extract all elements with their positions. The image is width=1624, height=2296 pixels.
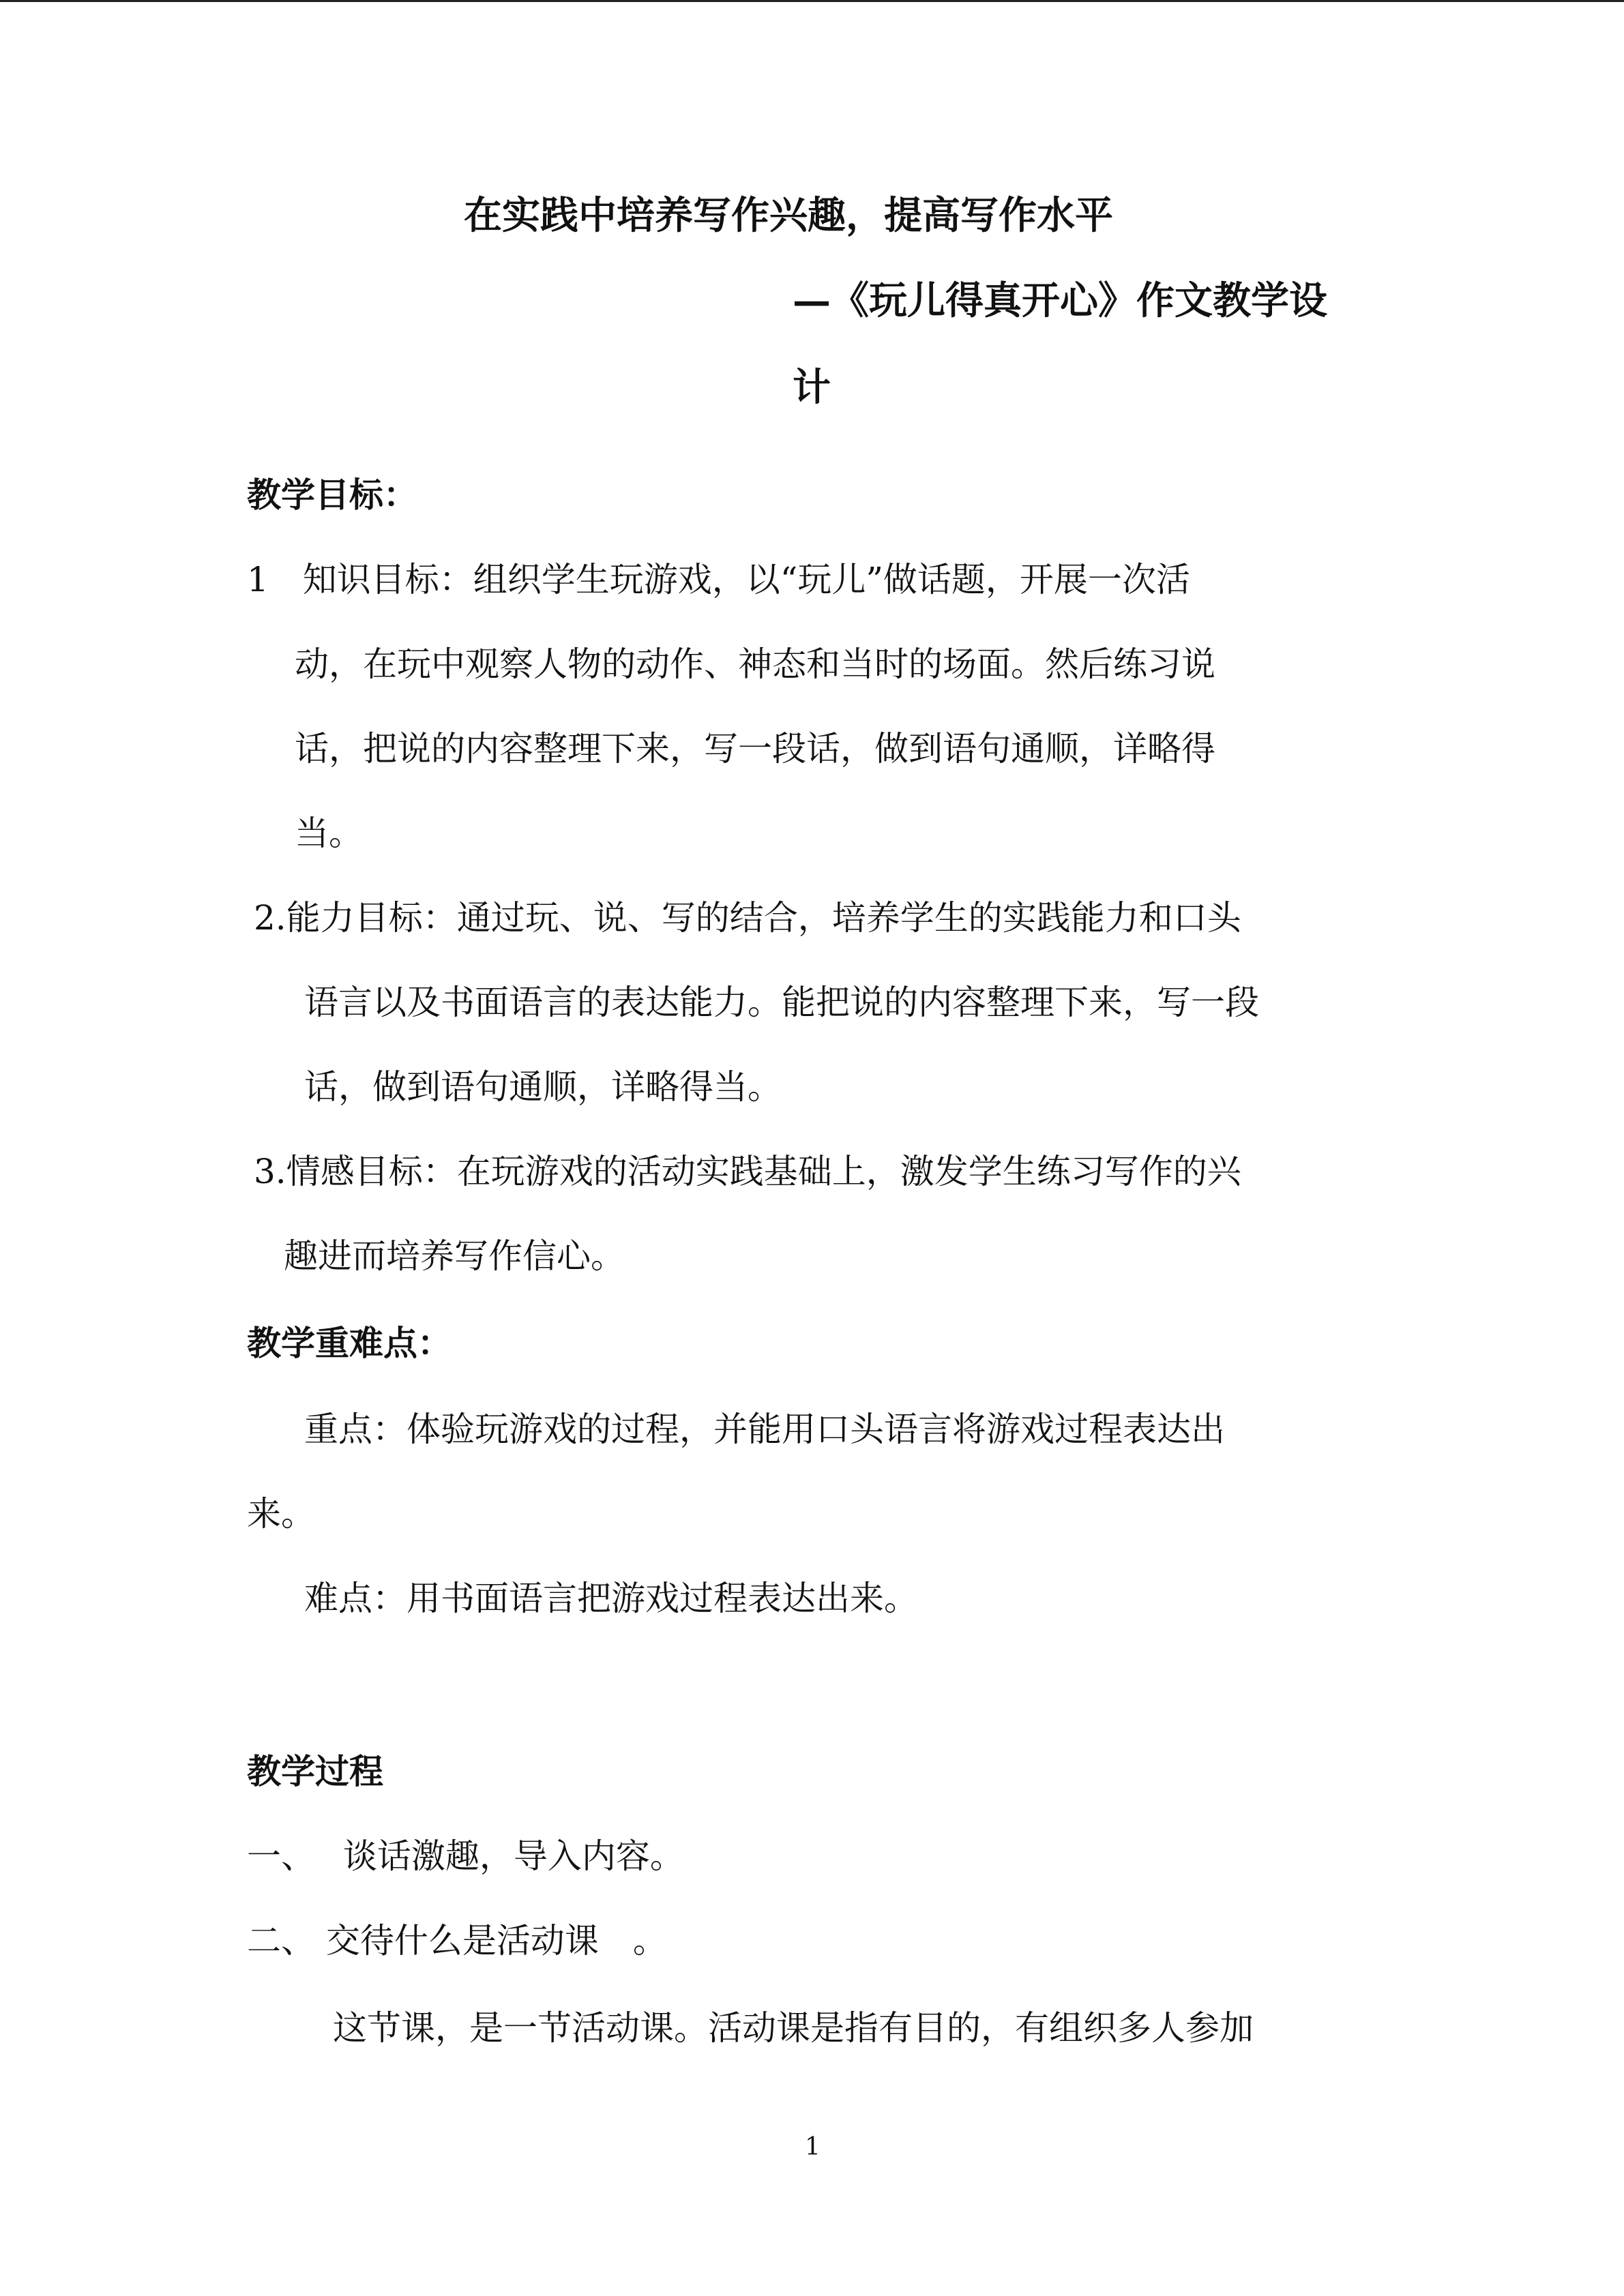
- focus-line1: 重点：体验玩游戏的过程，并能用口头语言将游戏过程表达出: [304, 1410, 1225, 1449]
- process-heading: 教学过程: [247, 1751, 383, 1791]
- process-step-1: 一、 谈话激趣，导入内容。: [247, 1836, 684, 1876]
- objective-1-line4: 当。: [295, 814, 363, 853]
- objective-2-line2: 语言以及书面语言的表达能力。能把说的内容整理下来，写一段: [304, 983, 1259, 1022]
- objective-2-line1: 2.能力目标：通过玩、说、写的结合，培养学生的实践能力和口头: [254, 898, 1241, 938]
- key-points-heading: 教学重难点：: [247, 1323, 452, 1363]
- objective-3-line1: 3.情感目标：在玩游戏的活动实践基础上，激发学生练习写作的兴: [254, 1152, 1241, 1191]
- process-paragraph: 这节课，是一节活动课。活动课是指有目的，有组织多人参加: [333, 2008, 1254, 2048]
- page-number: 1: [805, 2133, 821, 2161]
- focus-line2: 来。: [247, 1494, 315, 1534]
- objective-1-line2: 动，在玩中观察人物的动作、神态和当时的场面。然后练习说: [295, 644, 1215, 684]
- document-subtitle-line2: 计: [793, 365, 831, 410]
- document-title: 在实践中培养写作兴趣，提高写作水平: [464, 193, 1113, 238]
- document-subtitle-line1: —《玩儿得真开心》作文教学设: [793, 278, 1327, 323]
- objective-2-line3: 话，做到语句通顺，详略得当。: [304, 1067, 782, 1107]
- objectives-heading: 教学目标：: [247, 475, 417, 515]
- objective-1-line1: 1 知识目标：组织学生玩游戏，以“玩儿”做话题，开展一次活: [247, 560, 1190, 599]
- objective-1-line3: 话，把说的内容整理下来，写一段话，做到语句通顺，详略得: [295, 729, 1215, 769]
- process-step-2: 二、 交待什么是活动课 。: [247, 1921, 667, 1960]
- page-top-border: [0, 0, 1624, 2]
- objective-3-line2: 趣进而培养写作信心。: [284, 1236, 625, 1276]
- difficulty-line: 难点：用书面语言把游戏过程表达出来。: [304, 1579, 918, 1618]
